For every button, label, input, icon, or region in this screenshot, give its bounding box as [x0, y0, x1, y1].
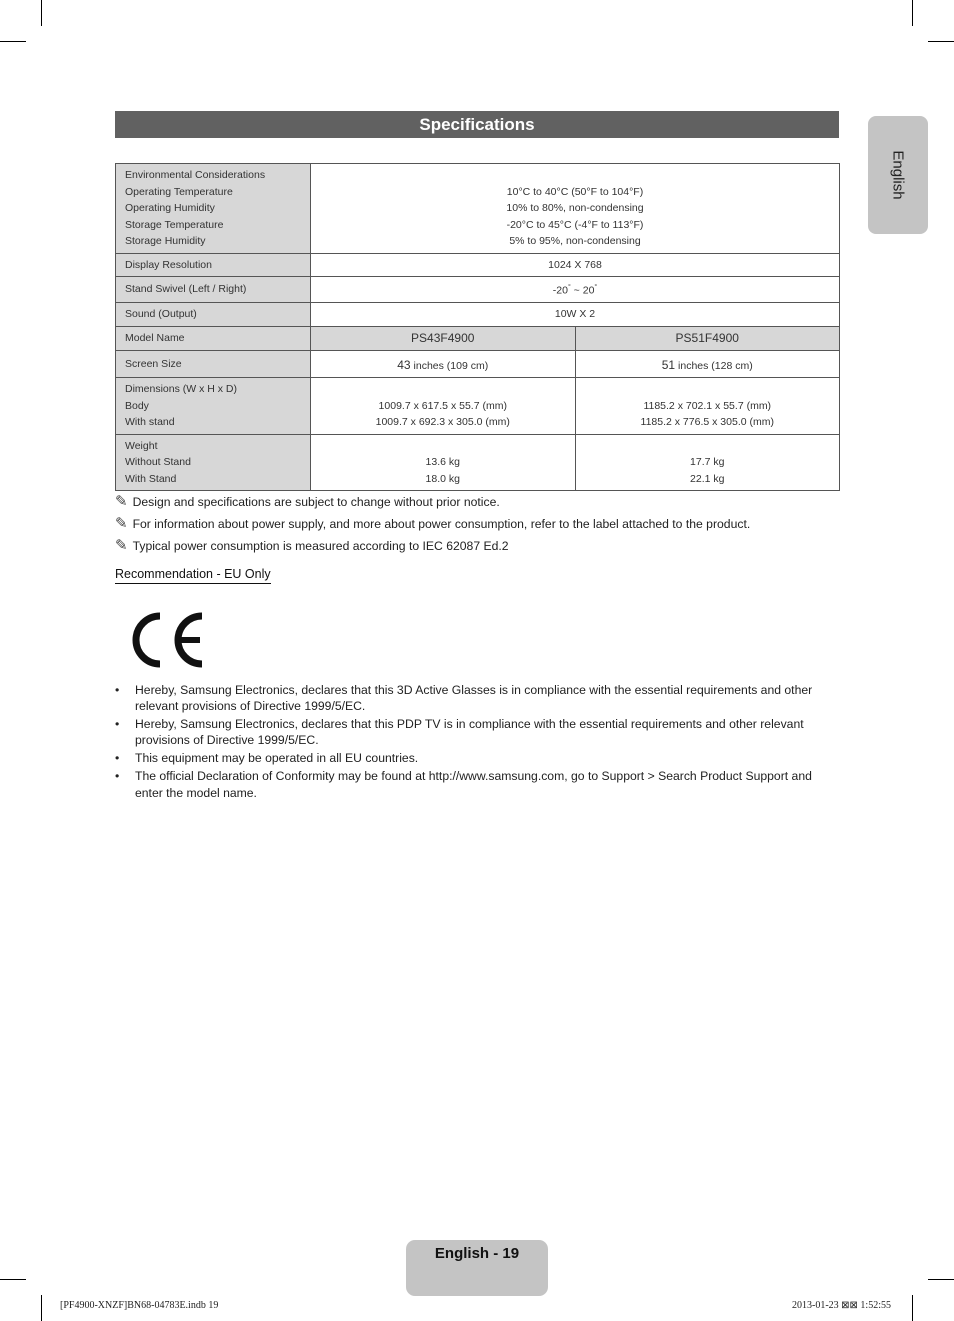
weight-label: With Stand	[125, 472, 177, 485]
swivel-right: ~ 20	[570, 284, 595, 297]
degree-symbol: °	[567, 284, 571, 291]
note-item	[115, 491, 855, 513]
sound-label: Sound (Output)	[116, 303, 311, 327]
resolution-label: Display Resolution	[116, 253, 311, 277]
env-values	[311, 164, 840, 254]
weight-label: Without Stand	[125, 456, 191, 468]
note-text: Typical power consumption is measured according to IEC 62087 Ed.2	[132, 539, 509, 553]
resolution-value: 1024 X 768	[311, 253, 840, 277]
language-tab-label: English	[889, 150, 907, 200]
note-text: For information about power supply, and more about power consumption, refer to the label attached to the product.	[132, 517, 751, 531]
dimensions-model-1	[311, 378, 576, 435]
table-row	[116, 164, 840, 254]
dimension-value: 1185.2 x 776.5 x 305.0 (mm)	[640, 416, 774, 428]
weight-value: 22.1 kg	[690, 472, 725, 485]
crop-mark	[928, 1279, 954, 1280]
screen-size-number: 51	[661, 357, 676, 372]
env-label: Environmental Considerations	[125, 169, 266, 181]
note-text: Design and specifications are subject to change without prior notice.	[132, 495, 500, 509]
weight-value: 18.0 kg	[425, 472, 460, 485]
crop-mark	[0, 1279, 26, 1280]
specifications-table	[115, 163, 840, 491]
list-item: • The official Declaration of Conformity may be found at http://www.samsung.com, go to Support > Search Product Support and enter the model name.	[115, 768, 840, 800]
page-number: English - 19	[434, 1245, 520, 1262]
note-item	[115, 513, 855, 535]
table-row	[116, 253, 840, 277]
env-value: 10°C to 40°C (50°F to 104°F)	[506, 185, 644, 198]
crop-mark	[41, 0, 42, 26]
weight-model-2	[575, 434, 840, 491]
crop-mark	[0, 41, 26, 42]
env-labels	[116, 164, 311, 254]
table-row	[116, 303, 840, 327]
screen-size-number: 43	[397, 357, 411, 372]
env-value: 10% to 80%, non-condensing	[506, 202, 644, 214]
list-item: • Hereby, Samsung Electronics, declares that this 3D Active Glasses is in compliance with the essential requirements and other relevant provisions of Directive 1999/5/EC.	[115, 682, 840, 714]
screen-size-1	[311, 350, 576, 378]
page-number-tab	[406, 1240, 548, 1296]
env-value: -20°C to 45°C (-4°F to 113°F)	[506, 218, 644, 231]
env-value: 5% to 95%, non-condensing	[509, 235, 641, 247]
screen-label: Screen Size	[116, 350, 311, 378]
env-label: Operating Humidity	[125, 202, 215, 214]
dimension-value: 1185.2 x 702.1 x 55.7 (mm)	[643, 399, 772, 412]
screen-size-unit: inches (109 cm)	[413, 359, 489, 372]
model-name-2: PS51F4900	[575, 326, 840, 350]
weight-value: 17.7 kg	[690, 456, 725, 468]
table-row	[116, 277, 840, 303]
pencil-icon: ✎	[115, 515, 128, 532]
dimensions-label: With stand	[125, 416, 175, 428]
note-item	[115, 535, 855, 557]
footer-timestamp: 2013-01-23 ⊠⊠ 1:52:55	[792, 1300, 891, 1311]
table-row	[116, 434, 840, 491]
declaration-list	[115, 682, 840, 803]
recommendation-heading: Recommendation - EU Only	[115, 566, 271, 584]
env-label: Storage Humidity	[125, 235, 206, 247]
crop-mark	[912, 1295, 913, 1321]
dimensions-labels	[116, 378, 311, 435]
sound-value: 10W X 2	[311, 303, 840, 327]
weight-model-1	[311, 434, 576, 491]
notes	[115, 491, 855, 557]
crop-mark	[41, 1295, 42, 1321]
model-label: Model Name	[116, 326, 311, 350]
language-tab	[868, 116, 928, 234]
list-item: • Hereby, Samsung Electronics, declares that this PDP TV is in compliance with the essential requirements and other relevant provisions of Directive 1999/5/EC.	[115, 716, 840, 748]
pencil-icon: ✎	[115, 493, 128, 510]
table-row	[116, 350, 840, 378]
section-title: Specifications	[115, 111, 839, 138]
crop-mark	[912, 0, 913, 26]
footer-file-info: [PF4900-XNZF]BN68-04783E.indb 19	[60, 1300, 219, 1311]
table-row	[116, 326, 840, 350]
dimensions-label: Dimensions (W x H x D)	[125, 383, 238, 395]
screen-size-2	[575, 350, 840, 378]
screen-size-unit: inches (128 cm)	[678, 359, 753, 372]
env-label: Storage Temperature	[125, 218, 224, 231]
ce-mark-icon	[128, 612, 208, 668]
degree-symbol: °	[594, 284, 598, 291]
table-row	[116, 378, 840, 435]
env-label: Operating Temperature	[125, 185, 233, 198]
model-name-1: PS43F4900	[311, 326, 576, 350]
swivel-left: -20	[552, 284, 568, 297]
weight-labels	[116, 434, 311, 491]
swivel-value	[311, 277, 840, 303]
crop-mark	[928, 41, 954, 42]
dimensions-label: Body	[125, 399, 149, 412]
dimension-value: 1009.7 x 617.5 x 55.7 (mm)	[378, 399, 507, 412]
weight-value: 13.6 kg	[425, 456, 460, 468]
weight-label: Weight	[125, 439, 158, 452]
dimensions-model-2	[575, 378, 840, 435]
list-item: • This equipment may be operated in all EU countries.	[115, 750, 840, 766]
swivel-label: Stand Swivel (Left / Right)	[116, 277, 311, 303]
pencil-icon: ✎	[115, 537, 128, 554]
dimension-value: 1009.7 x 692.3 x 305.0 (mm)	[375, 416, 510, 428]
